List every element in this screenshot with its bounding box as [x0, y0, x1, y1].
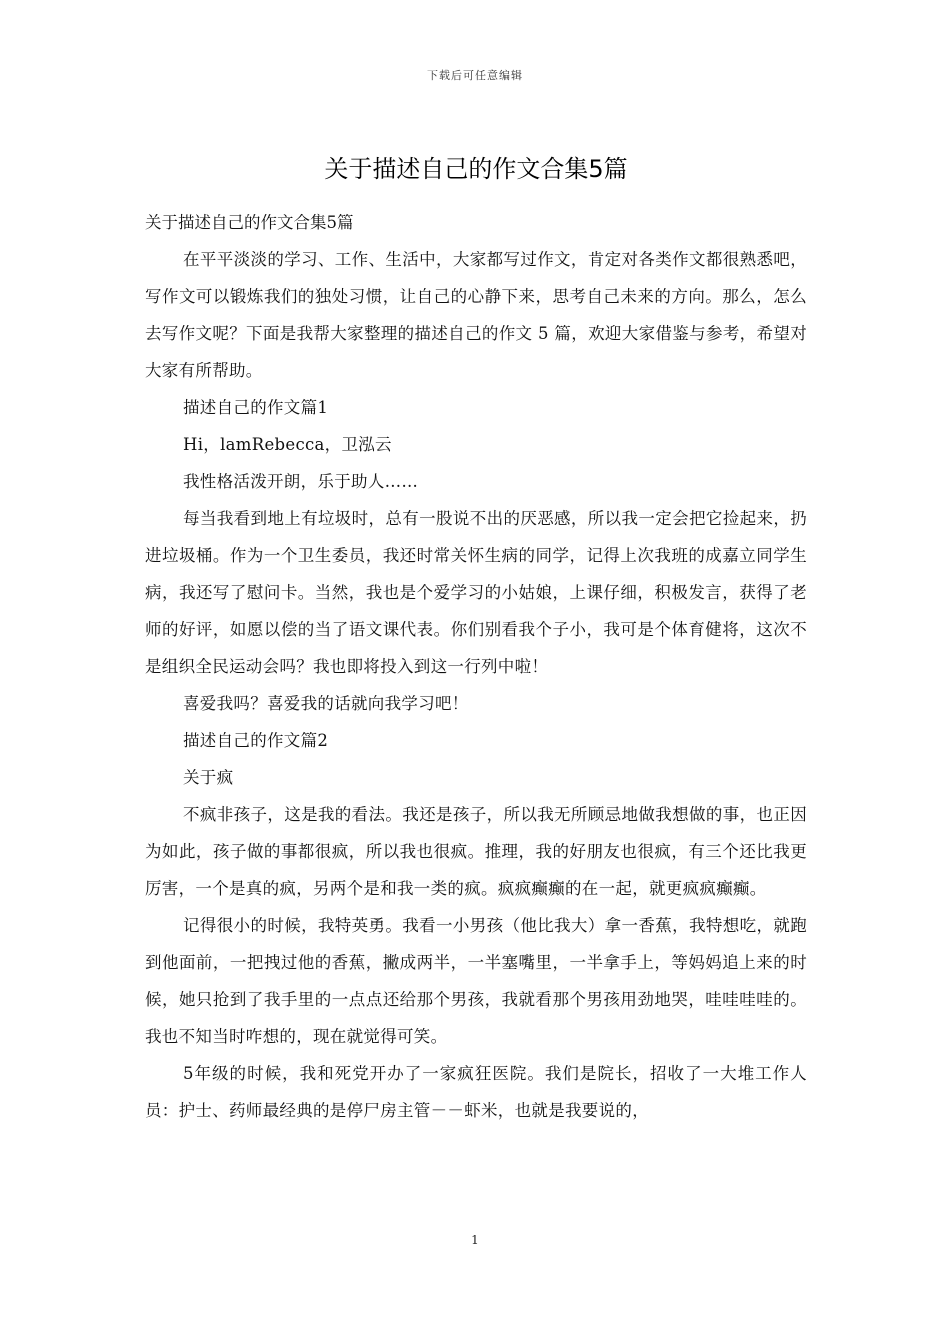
section-heading-2: 描述自己的作文篇2 — [183, 731, 329, 750]
paragraph: 不疯非孩子，这是我的看法。我还是孩子，所以我无所顾忌地做我想做的事，也正因为如此，孩子做的事都很疯，所以我也很疯。推理，我的好朋友也很疯，有三个还比我更厉害，一个是真的疯，另两个是和我一类的疯。疯疯癫癫的在一起，就更疯疯癫癫。 — [145, 805, 807, 898]
paragraph: 喜爱我吗？喜爱我的话就向我学习吧！ — [183, 694, 469, 713]
paragraph: 关于疯 — [183, 768, 234, 787]
paragraph: 每当我看到地上有垃圾时，总有一股说不出的厌恶感，所以我一定会把它捡起来，扔进垃圾桶。作为一个卫生委员，我还时常关怀生病的同学，记得上次我班的成嘉立同学生病，我还写了慰问卡。当然，我也是个爱学习的小姑娘，上课仔细，积极发言，获得了老师的好评，如愿以偿的当了语文课代表。你们别看我个子小，我可是个体育健将，这次不是组织全民运动会吗？我也即将投入到这一行列中啦！ — [145, 509, 807, 676]
paragraph: 我性格活泼开朗，乐于助人…… — [183, 472, 419, 491]
document-body — [145, 150, 807, 1129]
document-subtitle: 关于描述自己的作文合集5篇 — [145, 213, 354, 232]
page-number: 1 — [471, 1233, 479, 1247]
paragraph: 5年级的时候，我和死党开办了一家疯狂医院。我们是院长，招收了一大堆工作人员：护士、药师最经典的是停尸房主管－－虾米，也就是我要说的， — [145, 1064, 807, 1120]
paragraph: Hi，lamRebecca，卫泓云 — [183, 435, 392, 454]
section-heading-1: 描述自己的作文篇1 — [183, 398, 329, 417]
document-title: 关于描述自己的作文合集5篇 — [324, 155, 628, 183]
paragraph: 记得很小的时候，我特英勇。我看一小男孩（他比我大）拿一香蕉，我特想吃，就跑到他面前，一把拽过他的香蕉，撇成两半，一半塞嘴里，一半拿手上，等妈妈追上来的时候，她只抢到了我手里的一点点还给那个男孩，我就看那个男孩用劲地哭，哇哇哇哇的。我也不知当时咋想的，现在就觉得可笑。 — [145, 916, 807, 1046]
paragraph-intro: 在平平淡淡的学习、工作、生活中，大家都写过作文，肯定对各类作文都很熟悉吧，写作文可以锻炼我们的独处习惯，让自己的心静下来，思考自己未来的方向。那么，怎么去写作文呢？下面是我帮大家整理的描述自己的作文 5 篇，欢迎大家借鉴与参考，希望对大家有所帮助。 — [145, 250, 807, 380]
page-header: 下载后可任意编辑 — [427, 69, 523, 82]
